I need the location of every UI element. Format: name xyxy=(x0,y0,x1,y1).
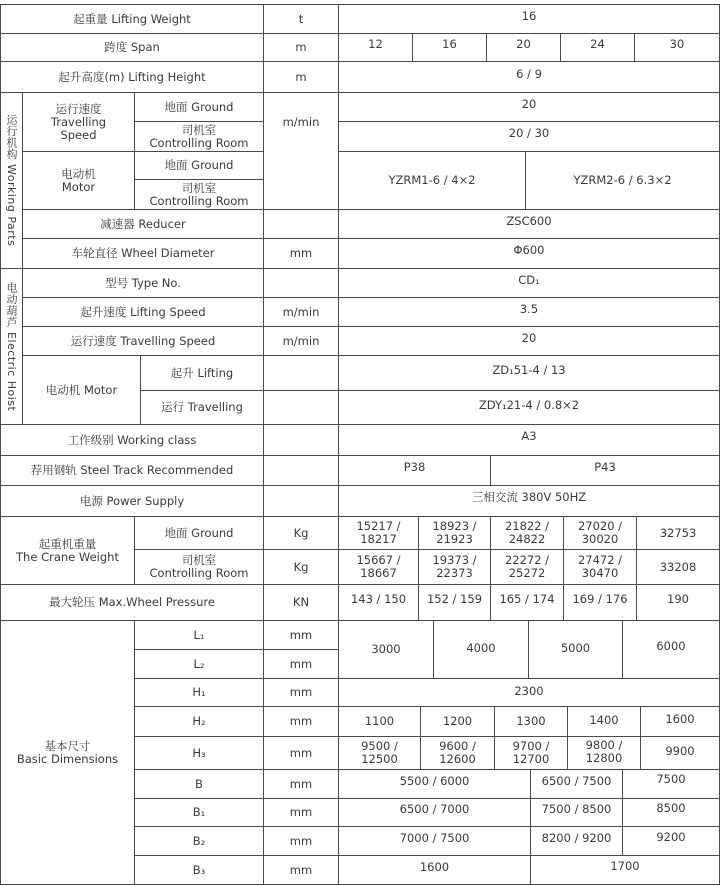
dim-h3-value-3: 9700 / 12700 xyxy=(512,739,550,766)
dim-l-value-4: 6000 xyxy=(656,639,686,653)
dim-b-value-2: 6500 / 7500 xyxy=(541,773,612,788)
dim-l1-unit: mm xyxy=(289,627,313,642)
wheel-diameter-value: Φ600 xyxy=(513,243,545,257)
span-value-1: 12 xyxy=(368,37,383,51)
dim-l2-label: L₂ xyxy=(193,656,205,671)
crane-motor-value-1: YZRM1-6 / 4×2 xyxy=(388,173,476,187)
dim-b1-value-2: 7500 / 8500 xyxy=(541,801,612,816)
dim-l1-label: L₁ xyxy=(193,627,205,642)
hoist-travelling-speed-label: 运行速度 Travelling Speed xyxy=(70,333,216,348)
dim-b1-unit: mm xyxy=(289,805,313,819)
dim-b1-value-1: 6500 / 7000 xyxy=(399,801,470,816)
dim-h3-label: H₃ xyxy=(192,745,206,760)
dim-h2-value-1: 1100 xyxy=(364,714,395,728)
dim-b2-unit: mm xyxy=(289,833,313,848)
max-wheel-pressure-unit: KN xyxy=(292,595,310,609)
dim-l-value-2: 4000 xyxy=(466,640,496,655)
lifting-height-unit: m xyxy=(295,69,307,84)
dim-l-value-3: 5000 xyxy=(560,640,591,655)
crane-motor-label: 电动机 Motor xyxy=(61,166,96,194)
hoist-motor-label: 电动机 Motor xyxy=(45,382,118,397)
type-no-label: 型号 Type No. xyxy=(105,275,181,290)
reducer-label: 减速器 Reducer xyxy=(100,216,186,231)
crane-motor-cab-label: 司机室 Controlling Room xyxy=(149,180,249,208)
span-unit: m xyxy=(295,40,307,54)
dim-b3-value-2: 1700 xyxy=(610,858,640,873)
hoist-motor-travelling-label: 运行 Travelling xyxy=(161,400,243,414)
basic-dimensions-label: 基本尺寸 Basic Dimensions xyxy=(16,738,119,766)
crane-motor-value-2: YZRM2-6 / 6.3×2 xyxy=(573,173,672,187)
max-wheel-pressure-value-1: 143 / 150 xyxy=(350,591,407,606)
crane-weight-cab-value-4: 27472 / 30470 xyxy=(577,553,623,580)
hoist-travelling-speed-value: 20 xyxy=(521,330,537,345)
lifting-height-label: 起升高度(m) Lifting Height xyxy=(58,69,206,84)
dim-h3-value-4: 9800 / 12800 xyxy=(585,738,623,765)
steel-track-value-1: P38 xyxy=(403,460,426,474)
dim-b-unit: mm xyxy=(289,776,313,791)
crane-weight-ground-value-1: 15217 / 18217 xyxy=(356,519,401,546)
dim-l2-unit: mm xyxy=(289,656,313,671)
power-supply-label: 电源 Power Supply xyxy=(79,493,185,508)
dim-h1-value: 2300 xyxy=(514,683,544,698)
dim-h2-unit: mm xyxy=(289,714,313,728)
hoist-travelling-speed-unit: m/min xyxy=(282,333,320,348)
reducer-value: ZSC600 xyxy=(506,213,552,228)
crane-weight-cab-label: 司机室 Controlling Room xyxy=(149,553,249,580)
dim-b2-label: B₂ xyxy=(192,833,206,848)
lifting-weight-label: 起重量 Lifting Weight xyxy=(73,11,191,26)
lifting-weight-unit: t xyxy=(298,11,304,26)
dim-h1-unit: mm xyxy=(289,685,313,699)
max-wheel-pressure-value-4: 169 / 176 xyxy=(572,591,628,606)
wheel-diameter-label: 车轮直径 Wheel Diameter xyxy=(71,246,215,260)
working-parts-section-label: 运行机构 Working Parts xyxy=(5,114,18,247)
power-supply-value: 三相交流 380V 50HZ xyxy=(471,489,587,504)
hoist-motor-lifting-value: ZD₁51-4 / 13 xyxy=(492,362,566,377)
steel-track-label: 荐用钢轨 Steel Track Recommended xyxy=(30,463,234,477)
hoist-motor-lifting-label: 起升 Lifting xyxy=(170,365,234,380)
max-wheel-pressure-label: 最大轮压 Max.Wheel Pressure xyxy=(49,595,215,609)
max-wheel-pressure-value-2: 152 / 159 xyxy=(426,591,483,606)
dim-b3-value-1: 1600 xyxy=(419,859,450,874)
dim-b-label: B xyxy=(195,776,203,791)
crane-weight-cab-value-5: 33208 xyxy=(659,559,697,574)
wheel-diameter-unit: mm xyxy=(289,246,313,260)
crane-weight-cab-value-1: 15667 / 18667 xyxy=(356,553,401,580)
travelling-ground-value: 20 xyxy=(521,96,537,111)
dim-b1-value-3: 8500 xyxy=(656,800,686,815)
electric-hoist-section-label: 电动葫芦 Electric Hoist xyxy=(5,281,18,412)
crane-weight-ground-label: 地面 Ground xyxy=(164,525,234,540)
dim-b2-value-3: 9200 xyxy=(656,829,686,844)
span-value-2: 16 xyxy=(442,37,457,51)
travelling-ground-label: 地面 Ground xyxy=(164,99,234,114)
dim-h3-value-1: 9500 / 12500 xyxy=(361,739,398,766)
dim-h1-label: H₁ xyxy=(192,685,206,699)
span-value-4: 24 xyxy=(590,37,605,51)
travelling-speed-unit: m/min xyxy=(282,114,320,129)
span-value-5: 30 xyxy=(669,37,685,51)
lifting-height-value: 6 / 9 xyxy=(516,66,542,81)
hoist-lifting-speed-value: 3.5 xyxy=(519,301,539,316)
dim-b-value-3: 7500 xyxy=(656,771,686,786)
steel-track-value-2: P43 xyxy=(594,460,616,474)
max-wheel-pressure-value-3: 165 / 174 xyxy=(499,591,555,606)
span-label: 跨度 Span xyxy=(104,40,160,54)
dim-h3-unit: mm xyxy=(289,745,313,760)
dim-h2-value-5: 1600 xyxy=(665,712,695,726)
dim-h2-label: H₂ xyxy=(192,714,206,728)
span-value-3: 20 xyxy=(516,37,531,51)
max-wheel-pressure-value-5: 190 xyxy=(667,591,689,606)
dim-l-value-1: 3000 xyxy=(371,642,401,656)
hoist-motor-travelling-value: ZDY₁21-4 / 0.8×2 xyxy=(478,397,580,412)
dim-h2-value-4: 1400 xyxy=(589,713,619,727)
travelling-cab-value: 20 / 30 xyxy=(508,126,550,140)
dim-b-value-1: 5500 / 6000 xyxy=(399,773,470,788)
dim-b1-label: B₁ xyxy=(192,805,206,819)
lifting-weight-value: 16 xyxy=(521,8,537,23)
dim-h2-value-3: 1300 xyxy=(516,714,546,728)
dim-b3-label: B₃ xyxy=(192,862,206,877)
travelling-cab-label: 司机室 Controlling Room xyxy=(149,122,249,150)
travelling-speed-label: 运行速度 Travelling Speed xyxy=(50,101,107,142)
dim-b2-value-1: 7000 / 7500 xyxy=(399,830,470,845)
crane-weight-cab-unit: Kg xyxy=(293,559,309,574)
hoist-lifting-speed-label: 起升速度 Lifting Speed xyxy=(80,304,206,319)
crane-weight-label: 起重机重量 The Crane Weight xyxy=(16,536,119,564)
crane-weight-ground-value-2: 18923 / 21923 xyxy=(432,519,477,546)
crane-motor-ground-label: 地面 Ground xyxy=(164,158,234,172)
dim-b2-value-2: 8200 / 9200 xyxy=(541,830,612,845)
dim-h3-value-2: 9600 / 12600 xyxy=(439,739,476,766)
crane-weight-cab-value-3: 22272 / 25272 xyxy=(504,553,550,580)
dim-h3-value-5: 9900 xyxy=(665,743,695,758)
crane-weight-ground-unit: Kg xyxy=(293,525,309,540)
working-class-label: 工作级别 Working class xyxy=(67,432,197,447)
type-no-value: CD₁ xyxy=(518,272,540,287)
crane-weight-cab-value-2: 19373 / 22373 xyxy=(432,553,477,580)
crane-weight-ground-value-5: 32753 xyxy=(659,525,697,540)
hoist-lifting-speed-unit: m/min xyxy=(282,304,320,319)
crane-weight-ground-value-4: 27020 / 30020 xyxy=(577,519,623,546)
dim-h2-value-2: 1200 xyxy=(442,714,473,728)
crane-weight-ground-value-3: 21822 / 24822 xyxy=(504,519,550,546)
dim-b3-unit: mm xyxy=(289,862,313,877)
working-class-value: A3 xyxy=(521,429,537,443)
